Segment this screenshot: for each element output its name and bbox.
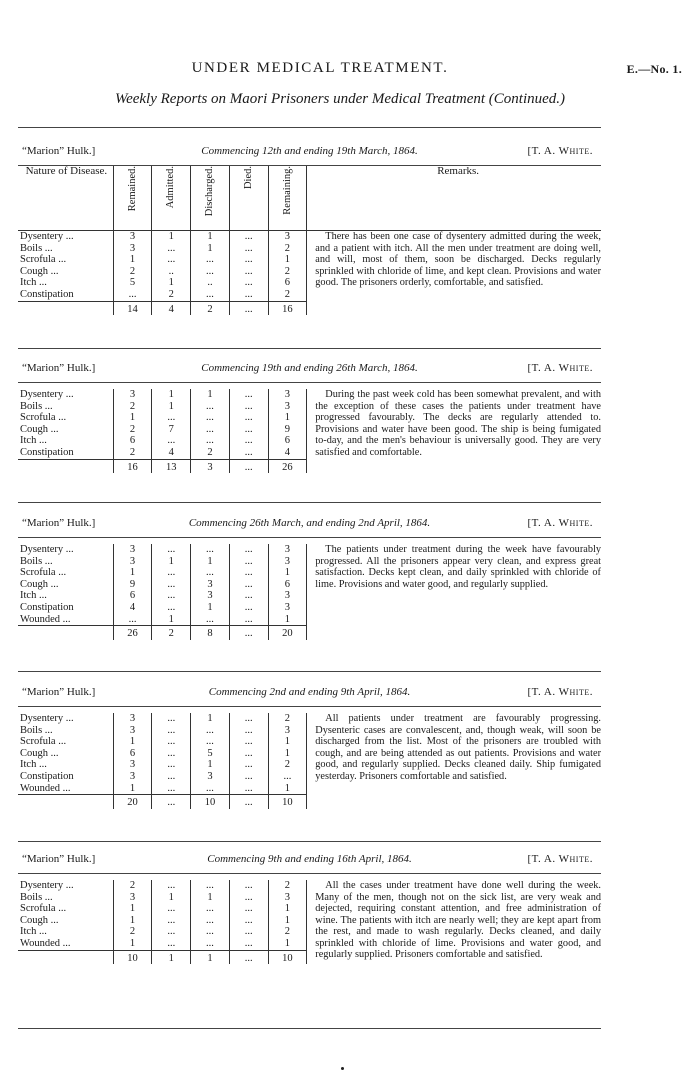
disease-name: Boils ... <box>20 400 53 412</box>
disease-name: Itch ... <box>20 590 47 602</box>
remaining-value: 1 <box>268 938 307 950</box>
admitted-value: ... <box>152 567 191 579</box>
died-value: ... <box>229 579 268 591</box>
remaining-value: 4 <box>268 447 307 459</box>
disease-name: Scrofula ... <box>20 254 67 266</box>
admitted-value: ... <box>152 759 191 771</box>
remained-value: 2 <box>113 424 152 436</box>
report-officer: [T. A. White. <box>527 362 593 374</box>
remained-value: 1 <box>113 254 152 266</box>
remained-value: 2 <box>113 926 152 938</box>
remained-value: 1 <box>113 938 152 950</box>
disease-name: Itch ... <box>20 926 47 938</box>
divider <box>18 841 601 842</box>
admitted-total: 1 <box>152 950 191 964</box>
died-value: ... <box>229 243 268 255</box>
discharged-value: 3 <box>191 579 230 591</box>
discharged-value: 3 <box>191 590 230 602</box>
admitted-value: ... <box>152 725 191 737</box>
discharged-value: ... <box>191 783 230 795</box>
died-value: ... <box>229 424 268 436</box>
discharged-value: ... <box>191 254 230 266</box>
died-value: ... <box>229 736 268 748</box>
remained-value: 3 <box>113 389 152 401</box>
admitted-value: ... <box>152 544 191 556</box>
admitted-value: 1 <box>152 401 191 413</box>
died-value: ... <box>229 892 268 904</box>
column-header-remaining: Remaining. <box>281 166 293 215</box>
remaining-value: 1 <box>268 748 307 760</box>
admitted-value: ... <box>152 880 191 892</box>
remaining-value: 2 <box>268 759 307 771</box>
discharged-total: 8 <box>191 626 230 640</box>
admitted-value: 1 <box>152 556 191 568</box>
report-period: Commencing 2nd and ending 9th April, 1864. <box>208 686 411 698</box>
died-value: ... <box>229 389 268 401</box>
disease-name: Itch ... <box>20 277 47 289</box>
report-period: Commencing 9th and ending 16th April, 1864. <box>207 853 412 865</box>
discharged-value: ... <box>191 289 230 301</box>
discharged-value: ... <box>191 567 230 579</box>
admitted-value: ... <box>152 602 191 614</box>
hulk-label: “Marion” Hulk.] <box>22 145 96 157</box>
table-row <box>18 880 601 892</box>
discharged-value: 1 <box>191 389 230 401</box>
discharged-value: 5 <box>191 748 230 760</box>
died-value: ... <box>229 614 268 626</box>
died-total: ... <box>229 626 268 640</box>
remaining-value: 2 <box>268 266 307 278</box>
disease-name: Cough ... <box>20 914 59 926</box>
died-value: ... <box>229 771 268 783</box>
died-total: ... <box>229 301 268 315</box>
died-value: ... <box>229 544 268 556</box>
disease-name: Scrofula ... <box>20 567 67 579</box>
admitted-value: 2 <box>152 289 191 301</box>
remained-value: 4 <box>113 602 152 614</box>
remained-value: 3 <box>113 243 152 255</box>
weekly-report <box>18 853 601 964</box>
remaining-value: 1 <box>268 915 307 927</box>
admitted-value: 1 <box>152 277 191 289</box>
remaining-total: 16 <box>268 301 307 315</box>
discharged-value: ... <box>191 725 230 737</box>
died-total: ... <box>229 795 268 809</box>
disease-name: Scrofula ... <box>20 412 67 424</box>
admitted-total: 4 <box>152 301 191 315</box>
discharged-value: .. <box>191 277 230 289</box>
admitted-value: .. <box>152 266 191 278</box>
died-value: ... <box>229 556 268 568</box>
died-value: ... <box>229 231 268 243</box>
remained-value: 3 <box>113 892 152 904</box>
admitted-value: ... <box>152 748 191 760</box>
died-value: ... <box>229 915 268 927</box>
remained-total: 20 <box>113 795 152 809</box>
remained-value: 3 <box>113 725 152 737</box>
admitted-value: ... <box>152 254 191 266</box>
admitted-total: ... <box>152 795 191 809</box>
page-dot <box>341 1067 344 1070</box>
disease-name: Wounded ... <box>20 613 71 625</box>
discharged-value: ... <box>191 926 230 938</box>
remaining-value: 1 <box>268 614 307 626</box>
remained-value: 2 <box>113 266 152 278</box>
remained-value: 6 <box>113 748 152 760</box>
admitted-value: ... <box>152 435 191 447</box>
hulk-label: “Marion” Hulk.] <box>22 362 96 374</box>
died-value: ... <box>229 759 268 771</box>
remaining-value: 2 <box>268 926 307 938</box>
discharged-value: 2 <box>191 447 230 459</box>
admitted-value: ... <box>152 915 191 927</box>
remaining-value: 3 <box>268 389 307 401</box>
died-value: ... <box>229 254 268 266</box>
discharged-value: ... <box>191 736 230 748</box>
page-title: UNDER MEDICAL TREATMENT. <box>191 60 449 76</box>
discharged-value: 1 <box>191 231 230 243</box>
discharged-total: 3 <box>191 459 230 473</box>
discharged-value: ... <box>191 424 230 436</box>
died-value: ... <box>229 725 268 737</box>
died-value: ... <box>229 266 268 278</box>
disease-name: Constipation <box>20 288 74 300</box>
died-value: ... <box>229 602 268 614</box>
died-value: ... <box>229 590 268 602</box>
disease-name: Scrofula ... <box>20 736 67 748</box>
remained-value: 3 <box>113 771 152 783</box>
discharged-value: 1 <box>191 759 230 771</box>
remained-value: 3 <box>113 544 152 556</box>
weekly-report <box>18 686 601 809</box>
admitted-total: 2 <box>152 626 191 640</box>
report-table <box>18 389 601 473</box>
remaining-value: 2 <box>268 713 307 725</box>
disease-name: Constipation <box>20 770 74 782</box>
died-value: ... <box>229 401 268 413</box>
remaining-value: 9 <box>268 424 307 436</box>
admitted-value: 7 <box>152 424 191 436</box>
remarks-text: During the past week cold has been somewhat prevalent, and with the exception of these cases the patients under treatment have progressed favourably. The decks are regularly attended to. Provisions and water have been good. The ship is being fumigated to-day, and the men's behaviour is universally good. They are very satisfied and comfortable. <box>315 389 601 458</box>
disease-name: Constipation <box>20 601 74 613</box>
hulk-label: “Marion” Hulk.] <box>22 517 96 529</box>
died-value: ... <box>229 447 268 459</box>
remaining-value: 2 <box>268 243 307 255</box>
discharged-value: ... <box>191 903 230 915</box>
admitted-value: ... <box>152 903 191 915</box>
discharged-value: 1 <box>191 243 230 255</box>
discharged-total: 1 <box>191 950 230 964</box>
admitted-value: ... <box>152 590 191 602</box>
report-table <box>18 713 601 809</box>
remarks-text: The patients under treatment during the week have favourably progressed. All the prisoners appear very clean, and express great satisfaction. Decks kept clean, and daily sprinkled with chloride of lime. Provisions and water good, and regularly supplied. <box>315 544 601 590</box>
admitted-value: ... <box>152 412 191 424</box>
column-header-discharged: Discharged. <box>204 166 216 217</box>
remaining-total: 20 <box>268 626 307 640</box>
discharged-value: 1 <box>191 713 230 725</box>
remained-value: 1 <box>113 567 152 579</box>
report-table <box>18 880 601 964</box>
report-table <box>18 544 601 640</box>
remained-value: 6 <box>113 590 152 602</box>
remained-value: 1 <box>113 783 152 795</box>
column-header-nature: Nature of Disease. <box>18 166 113 231</box>
remained-value: 3 <box>113 713 152 725</box>
report-period: Commencing 26th March, and ending 2nd April, 1864. <box>188 517 431 529</box>
remained-value: ... <box>113 614 152 626</box>
died-value: ... <box>229 926 268 938</box>
divider <box>18 502 601 503</box>
hulk-label: “Marion” Hulk.] <box>22 686 96 698</box>
died-value: ... <box>229 783 268 795</box>
died-value: ... <box>229 567 268 579</box>
remaining-value: 3 <box>268 544 307 556</box>
discharged-value: ... <box>191 544 230 556</box>
remaining-value: 6 <box>268 435 307 447</box>
remaining-value: 3 <box>268 590 307 602</box>
table-row <box>18 713 601 725</box>
disease-name: Constipation <box>20 446 74 458</box>
document-reference: E.—No. 1. <box>626 62 682 76</box>
column-header-remained: Remained. <box>126 166 138 212</box>
discharged-total: 10 <box>191 795 230 809</box>
remaining-value: 6 <box>268 277 307 289</box>
remained-total: 16 <box>113 459 152 473</box>
divider <box>18 1028 601 1029</box>
died-value: ... <box>229 435 268 447</box>
died-value: ... <box>229 880 268 892</box>
disease-name: Cough ... <box>20 265 59 277</box>
disease-name: Boils ... <box>20 555 53 567</box>
admitted-value: ... <box>152 771 191 783</box>
died-total: ... <box>229 950 268 964</box>
remained-value: 2 <box>113 447 152 459</box>
died-value: ... <box>229 938 268 950</box>
remained-total: 10 <box>113 950 152 964</box>
discharged-value: ... <box>191 401 230 413</box>
remarks-text: There has been one case of dysentery admitted during the week, and a patient with itch. All the men under treatment are doing well, and will, most of them, soon be discharged. Decks regularly sprinkled with chloride of lime, and kept clean. Provisions and water good. The prisoners orderly, comfortable, and satisfied. <box>315 231 601 289</box>
table-row <box>18 389 601 401</box>
remained-value: 1 <box>113 915 152 927</box>
remaining-total: 26 <box>268 459 307 473</box>
remained-value: 1 <box>113 903 152 915</box>
report-table <box>18 166 601 315</box>
report-officer: [T. A. White. <box>527 686 593 698</box>
disease-name: Boils ... <box>20 891 53 903</box>
remaining-value: 1 <box>268 254 307 266</box>
discharged-value: ... <box>191 915 230 927</box>
admitted-value: ... <box>152 926 191 938</box>
discharged-value: ... <box>191 412 230 424</box>
divider <box>18 348 601 349</box>
report-officer: [T. A. White. <box>527 517 593 529</box>
column-header-admitted: Admitted. <box>165 166 177 209</box>
admitted-value: 4 <box>152 447 191 459</box>
admitted-value: 1 <box>152 892 191 904</box>
remaining-value: 6 <box>268 579 307 591</box>
disease-name: Boils ... <box>20 724 53 736</box>
report-period: Commencing 12th and ending 19th March, 1864. <box>201 145 418 157</box>
hulk-label: “Marion” Hulk.] <box>22 853 96 865</box>
remaining-value: 1 <box>268 783 307 795</box>
remained-value: 6 <box>113 435 152 447</box>
remained-value: 2 <box>113 401 152 413</box>
admitted-value: ... <box>152 579 191 591</box>
remained-value: 3 <box>113 759 152 771</box>
disease-name: Dysentery ... <box>20 880 74 891</box>
remained-value: ... <box>113 289 152 301</box>
remained-total: 14 <box>113 301 152 315</box>
discharged-value: 1 <box>191 602 230 614</box>
admitted-value: ... <box>152 243 191 255</box>
discharged-value: ... <box>191 266 230 278</box>
remaining-value: 1 <box>268 567 307 579</box>
disease-name: Itch ... <box>20 435 47 447</box>
disease-name: Wounded ... <box>20 782 71 794</box>
died-value: ... <box>229 748 268 760</box>
remaining-total: 10 <box>268 950 307 964</box>
discharged-value: ... <box>191 435 230 447</box>
remaining-value: 3 <box>268 725 307 737</box>
remaining-value: 3 <box>268 401 307 413</box>
disease-name: Dysentery ... <box>20 713 74 724</box>
disease-name: Dysentery ... <box>20 544 74 555</box>
remaining-value: 3 <box>268 602 307 614</box>
remaining-value: 2 <box>268 289 307 301</box>
disease-name: Dysentery ... <box>20 231 74 242</box>
table-row <box>18 231 601 243</box>
admitted-value: ... <box>152 713 191 725</box>
table-row <box>18 544 601 556</box>
column-header-died: Died. <box>242 166 254 190</box>
remaining-value: 1 <box>268 736 307 748</box>
remained-value: 3 <box>113 231 152 243</box>
died-value: ... <box>229 277 268 289</box>
died-total: ... <box>229 459 268 473</box>
admitted-total: 13 <box>152 459 191 473</box>
discharged-value: 1 <box>191 892 230 904</box>
admitted-value: ... <box>152 783 191 795</box>
disease-name: Itch ... <box>20 759 47 771</box>
admitted-value: 1 <box>152 614 191 626</box>
discharged-value: ... <box>191 614 230 626</box>
remaining-value: 1 <box>268 903 307 915</box>
died-value: ... <box>229 289 268 301</box>
died-value: ... <box>229 412 268 424</box>
discharged-total: 2 <box>191 301 230 315</box>
died-value: ... <box>229 713 268 725</box>
report-officer: [T. A. White. <box>527 853 593 865</box>
remained-value: 3 <box>113 556 152 568</box>
remaining-value: ... <box>268 771 307 783</box>
died-value: ... <box>229 903 268 915</box>
remained-value: 1 <box>113 412 152 424</box>
disease-name: Boils ... <box>20 242 53 254</box>
admitted-value: 1 <box>152 389 191 401</box>
remained-value: 9 <box>113 579 152 591</box>
admitted-value: ... <box>152 938 191 950</box>
discharged-value: ... <box>191 938 230 950</box>
weekly-report <box>18 145 601 315</box>
remained-total: 26 <box>113 626 152 640</box>
column-header-remarks: Remarks. <box>307 166 601 231</box>
discharged-value: ... <box>191 880 230 892</box>
remained-value: 2 <box>113 880 152 892</box>
remarks-text: All patients under treatment are favourably progressing. Dysenteric cases are convalescent, and, though weak, will soon be discharged from the list. Most of the prisoners are troubled with cough, and are being attended as out patients. Provisions and water good, and regularly supplied. Decks cleaned daily. Ship fumigated yesterday. Prisoners comfortable and satisfied. <box>315 713 601 782</box>
remained-value: 5 <box>113 277 152 289</box>
remained-value: 1 <box>113 736 152 748</box>
remaining-value: 1 <box>268 412 307 424</box>
disease-name: Cough ... <box>20 578 59 590</box>
remaining-value: 3 <box>268 892 307 904</box>
weekly-report <box>18 362 601 473</box>
remaining-value: 3 <box>268 556 307 568</box>
remaining-value: 2 <box>268 880 307 892</box>
divider <box>18 671 601 672</box>
admitted-value: 1 <box>152 231 191 243</box>
disease-name: Dysentery ... <box>20 389 74 400</box>
disease-name: Cough ... <box>20 747 59 759</box>
weekly-report <box>18 517 601 640</box>
remaining-value: 3 <box>268 231 307 243</box>
page-subtitle: Weekly Reports on Maori Prisoners under Medical Treatment (Continued.) <box>114 91 566 107</box>
report-period: Commencing 19th and ending 26th March, 1864. <box>201 362 418 374</box>
admitted-value: ... <box>152 736 191 748</box>
disease-name: Scrofula ... <box>20 903 67 915</box>
discharged-value: 3 <box>191 771 230 783</box>
remarks-text: All the cases under treatment have done well during the week. Many of the men, though not on the sick list, are very weak and dejected, requiring constant attention, and free administration of wine. The patients with itch are nearly well; they are kept apart from the rest, and made to wash regularly. Decks cleaned, and daily sprinkled with chloride of lime. Provisions and water good, and regularly supplied. Prisoners comfortable and satisfied. <box>315 880 601 961</box>
disease-name: Cough ... <box>20 423 59 435</box>
discharged-value: 1 <box>191 556 230 568</box>
disease-name: Wounded ... <box>20 937 71 949</box>
remaining-total: 10 <box>268 795 307 809</box>
divider <box>18 127 601 128</box>
report-officer: [T. A. White. <box>527 145 593 157</box>
